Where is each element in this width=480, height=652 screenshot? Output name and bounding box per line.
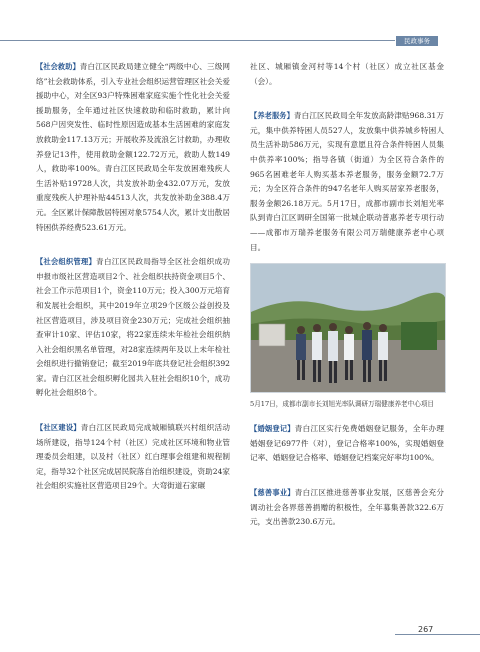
- heading-social-assistance: 【社会救助】: [36, 62, 80, 71]
- text-marriage-registration: 青白江区实行免费婚姻登记服务，全年办理婚姻登记6977件（对），登记合格率100%，实现婚姻登记率、婚姻登记合格率、婚姻登记档案完好率均100%。: [250, 424, 444, 463]
- right-column: [250, 60, 444, 538]
- photo-illustration: [251, 264, 445, 392]
- text-elderly-care: 青白江区民政局全年发放高龄津贴968.31万元，集中供养特困人员527人，发放集中供养城乡特困人员生活补助586万元，实现有意愿且符合条件特困人员集中供养率100%；指导各镇（街道）为全区符合条件的965名困难老年人购买基本养老服务，服务金额72.7万元；为全区符合条件的947名老年人购买居家养老服务，服务金额26.18万元。5月17日，成都市副市长刘旭光率队到青白江区调研全国第一批城企联动普惠养老专项行动——成都市万瑞养老服务有限公司万瑞健康养老中心项目。: [250, 111, 444, 252]
- text-community-building: 青白江区民政局完成城厢镇联兴村组织活动场所建设，指导124个村（社区）完成社区环境和物业管理委员会组建，以及村（社区）红白理事会组建和规程制定，指导32个社区完成居民院落自治组织建设，资助24家社会组织实施社区营造项目29个。大弯街道石家碾: [36, 423, 230, 491]
- paragraph-social-organization: [36, 255, 230, 401]
- header-rule: [0, 40, 395, 41]
- paragraph-marriage-registration: [250, 422, 444, 466]
- text-social-organization: 青白江区民政局指导全区社会组织成功申报市级社区营造项目2个、社会组织扶持资金项目5个、社会工作示范项目1个，资金110万元；投入300万元培育和发展社会组织，其中2019年立项29个区级公益创投及社区营造项目，涉及项目资金230万元；完成社会组织抽查审计10家、评估10家，将22家连续未年检社会组织纳入社会组织黑名单管理，对28家连续两年及以上未年检社会组织进行撤销登记；截至2019年底共登记社会组织392家。青白江区社会组织孵化园共入驻社会组织10个，成功孵化社会组织8个。: [36, 257, 230, 398]
- text-social-assistance: 青白江区民政局建立健全“两级中心、三级网络”社会救助体系，引入专业社会组织运营管理区社会关爱援助中心，对全区93户特殊困难家庭实施个性化社会关爱援助服务，全年通过社区快速救助和临时救助，累计向568户因突发性、临时性原因造成基本生活困难的家庭发放救助金117.13万元；开展收养及流浪乞讨救助，办理收养登记13件，使用救助金额122.72万元，救助人数149人，救助率100%。青白江区民政局全年发放困难残疾人生活补贴19728人次，共发放补助金432.07万元，发放重度残疾人护理补贴44513人次，共发放补助金388.4万元。全区累计保障散居特困对象5754人次，累计支出散居特困供养经费523.61万元。: [36, 62, 230, 232]
- left-column: [36, 60, 230, 502]
- heading-community-building: 【社区建设】: [36, 423, 81, 433]
- page-header: [0, 36, 480, 46]
- text-charity: 青白江区推进慈善事业发展，区慈善会充分调动社会各界慈善捐赠的积极性，全年募集善款322.6万元，支出善款230.6万元。: [250, 487, 444, 527]
- heading-charity: 【慈善事业】: [250, 487, 295, 497]
- heading-social-organization: 【社会组织管理】: [36, 257, 96, 267]
- section-tag: 民政事务: [396, 36, 438, 46]
- inspection-photo: [250, 263, 446, 393]
- heading-elderly-care: 【养老服务】: [250, 111, 294, 121]
- page-number: 267: [418, 625, 434, 634]
- heading-marriage-registration: 【婚姻登记】: [250, 424, 295, 434]
- paragraph-elderly-care: [250, 109, 444, 255]
- footer-rule: [395, 634, 480, 635]
- paragraph-charity: [250, 486, 444, 530]
- paragraph-community-building-cont: 社区、城厢镇金河村等14个村（社区）成立社区基金（会）。: [250, 62, 444, 86]
- photo-caption: 5月17日，成都市副市长刘旭光率队调研万瑞健康养老中心项目: [250, 400, 435, 409]
- paragraph-social-assistance: [36, 60, 230, 235]
- paragraph-community-building: [36, 421, 230, 494]
